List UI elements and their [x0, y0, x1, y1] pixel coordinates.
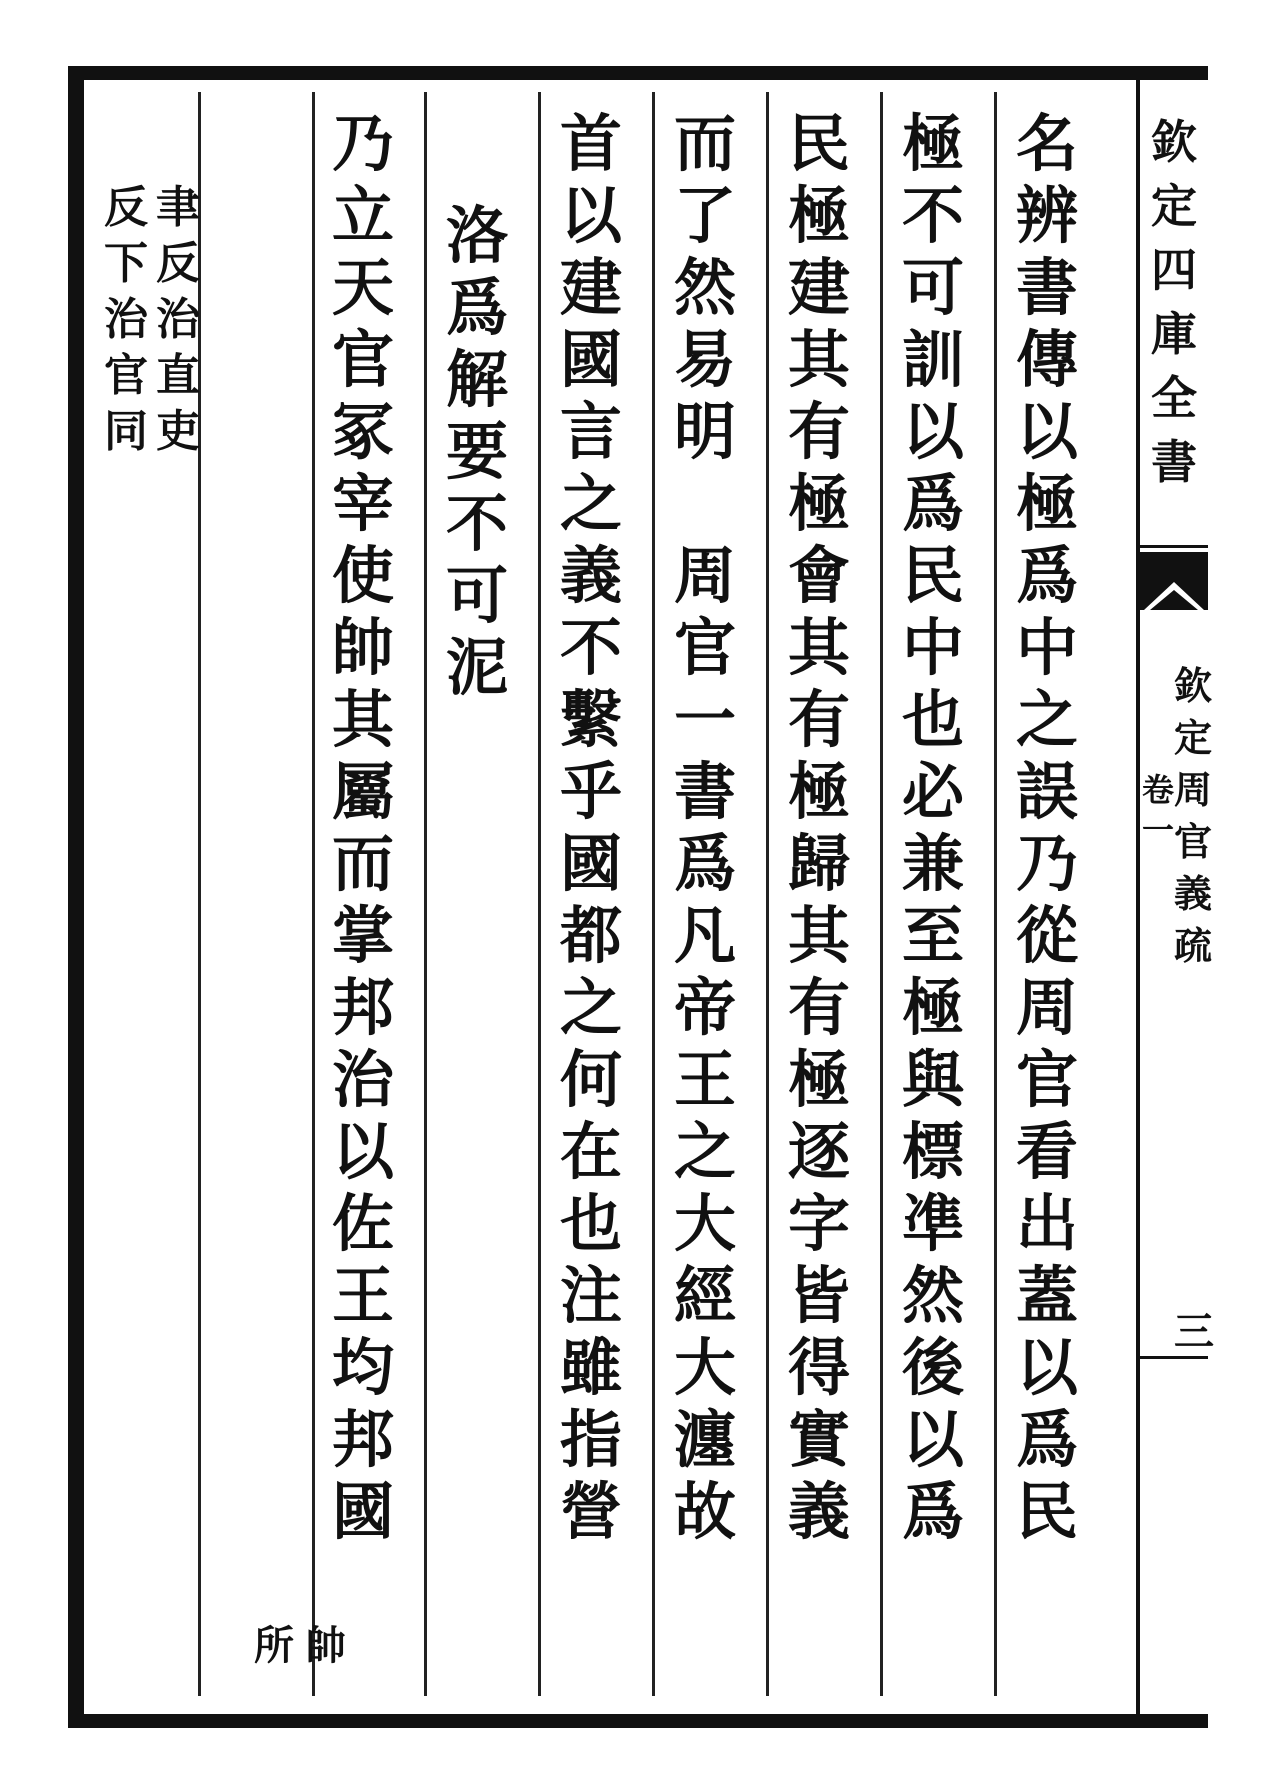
- text-char: 從: [1015, 899, 1078, 972]
- text-char: 建: [559, 251, 622, 324]
- text-char: 也: [901, 683, 964, 756]
- text-char: 天: [331, 251, 394, 324]
- text-char: 乃: [331, 107, 394, 180]
- text-char: 極: [787, 179, 850, 252]
- column-rule: [312, 92, 315, 1696]
- text-char: 辨: [1015, 179, 1078, 252]
- text-char: 國: [331, 1475, 394, 1548]
- text-char: 名: [1015, 107, 1078, 180]
- text-char: 歸: [787, 827, 850, 900]
- text-char: 何: [559, 1043, 622, 1116]
- text-char: 官: [331, 323, 394, 396]
- text-char: 帝: [673, 971, 736, 1044]
- annotation-char: 吏: [156, 406, 200, 457]
- text-char: 極: [1015, 467, 1078, 540]
- text-char: 逐: [787, 1115, 850, 1188]
- text-column-3: [782, 108, 856, 1548]
- text-char: 與: [901, 1043, 964, 1116]
- text-char: 義: [559, 539, 622, 612]
- text-char: 大: [673, 1187, 736, 1260]
- text-char: 一: [673, 683, 736, 756]
- text-char: 書: [673, 755, 736, 828]
- text-char: 字: [787, 1187, 850, 1260]
- text-char: 爲: [1015, 1403, 1078, 1476]
- text-char: 屬: [331, 755, 394, 828]
- text-char: 邦: [331, 971, 394, 1044]
- text-column-1: [1010, 108, 1084, 1548]
- text-char: 周: [1015, 971, 1078, 1044]
- text-char: 官: [1015, 1043, 1078, 1116]
- text-char: 明: [673, 395, 736, 468]
- text-char: 雖: [559, 1331, 622, 1404]
- text-char: 洛: [445, 199, 508, 272]
- text-char: 瀍: [673, 1403, 736, 1476]
- text-char: 經: [673, 1259, 736, 1332]
- title-char: 欽: [1151, 115, 1197, 169]
- text-char: 解: [445, 343, 508, 416]
- text-char: 有: [787, 971, 850, 1044]
- text-char: 在: [559, 1115, 622, 1188]
- page-frame-top: [68, 66, 1208, 80]
- text-char: 中: [901, 611, 964, 684]
- subtitle-char: 官: [1173, 819, 1212, 864]
- text-char: 首: [559, 107, 622, 180]
- text-char: 極: [787, 467, 850, 540]
- text-char: 之: [559, 467, 622, 540]
- text-char: 其: [787, 323, 850, 396]
- text-char: 爲: [901, 1475, 964, 1548]
- subtitle-char: 周: [1173, 767, 1212, 812]
- text-char: 泥: [445, 631, 508, 704]
- text-char: 帥: [331, 611, 394, 684]
- text-char: 極: [787, 755, 850, 828]
- text-char: 言: [559, 395, 622, 468]
- text-char: 民: [787, 107, 850, 180]
- page-frame-bottom: [68, 1714, 1208, 1728]
- text-char: 使: [331, 539, 394, 612]
- annotation-char: 帥: [306, 1622, 346, 1669]
- small-annotation-left: [104, 180, 148, 460]
- text-char: 義: [787, 1475, 850, 1548]
- volume-char: 卷: [1141, 771, 1174, 809]
- page-number: 三: [1174, 1308, 1214, 1355]
- text-char: 後: [901, 1331, 964, 1404]
- text-char: 之: [673, 1115, 736, 1188]
- text-char: 繫: [559, 683, 622, 756]
- text-char: 民: [1015, 1475, 1078, 1548]
- text-char: 王: [331, 1259, 394, 1332]
- text-char: 治: [331, 1043, 394, 1116]
- text-char: 以: [901, 395, 964, 468]
- text-char: 爲: [1015, 539, 1078, 612]
- book-title: [1146, 110, 1202, 494]
- text-char: 極: [901, 107, 964, 180]
- text-char: 國: [559, 323, 622, 396]
- subtitle-char: 定: [1173, 715, 1212, 760]
- text-char: 凡: [673, 899, 736, 972]
- title-char: 書: [1151, 435, 1197, 489]
- text-char: 以: [901, 1403, 964, 1476]
- volume-label: [1140, 770, 1176, 850]
- text-char: 皆: [787, 1259, 850, 1332]
- text-char: 其: [787, 611, 850, 684]
- chapter-title: [1170, 660, 1216, 972]
- text-char: 之: [559, 971, 622, 1044]
- text-char: 注: [559, 1259, 622, 1332]
- small-annotation-right: [156, 180, 200, 460]
- annotation-char: 治: [156, 294, 200, 345]
- margin-divider: [1138, 545, 1208, 548]
- text-char: 以: [559, 179, 622, 252]
- column-rule: [652, 92, 655, 1696]
- text-char: 不: [559, 611, 622, 684]
- annotation-char: 反: [156, 238, 200, 289]
- text-char: 極: [901, 971, 964, 1044]
- text-char: 爲: [445, 271, 508, 344]
- text-char: 邦: [331, 1403, 394, 1476]
- text-char: 極: [787, 1043, 850, 1116]
- text-char: 兼: [901, 827, 964, 900]
- text-char: 標: [901, 1115, 964, 1188]
- text-char: 均: [331, 1331, 394, 1404]
- column-rule: [994, 92, 997, 1696]
- text-char: 了: [673, 179, 736, 252]
- annotation-char: 官: [104, 350, 148, 401]
- text-char: 要: [445, 415, 508, 488]
- title-char: 定: [1151, 179, 1197, 233]
- title-char: 全: [1151, 371, 1197, 425]
- text-char: 不: [445, 487, 508, 560]
- text-column-6: [440, 200, 514, 704]
- text-char: 立: [331, 179, 394, 252]
- text-char: 王: [673, 1043, 736, 1116]
- column-rule: [880, 92, 883, 1696]
- text-char: 宰: [331, 467, 394, 540]
- volume-char: 一: [1141, 811, 1174, 849]
- text-char: 乎: [559, 755, 622, 828]
- annotation-char: 治: [104, 294, 148, 345]
- text-char: 實: [787, 1403, 850, 1476]
- column-rule: [538, 92, 541, 1696]
- title-char: 庫: [1151, 307, 1197, 361]
- text-char: 至: [901, 899, 964, 972]
- text-char: 會: [787, 539, 850, 612]
- annotation-char: 同: [104, 406, 148, 457]
- text-char: 故: [673, 1475, 736, 1548]
- text-char: 之: [1015, 683, 1078, 756]
- text-char: 民: [901, 539, 964, 612]
- text-char: 爲: [673, 827, 736, 900]
- text-char: 凖: [901, 1187, 964, 1260]
- annotation-note: [250, 1622, 350, 1670]
- text-char: 以: [331, 1115, 394, 1188]
- text-char: 以: [1015, 1331, 1078, 1404]
- text-column-4: [668, 108, 742, 1548]
- subtitle-char: 疏: [1173, 923, 1212, 968]
- text-char: 建: [787, 251, 850, 324]
- text-char: 國: [559, 827, 622, 900]
- text-char: 指: [559, 1403, 622, 1476]
- subtitle-char: 義: [1173, 871, 1212, 916]
- text-char: 誤: [1015, 755, 1078, 828]
- column-rule: [424, 92, 427, 1696]
- text-char: 掌: [331, 899, 394, 972]
- text-char: 可: [445, 559, 508, 632]
- text-char: 營: [559, 1475, 622, 1548]
- text-char: 蓋: [1015, 1259, 1078, 1332]
- text-char: 必: [901, 755, 964, 828]
- text-char: 其: [331, 683, 394, 756]
- annotation-char: 下: [104, 238, 148, 289]
- title-char: 四: [1151, 243, 1197, 297]
- text-char: 爲: [901, 467, 964, 540]
- text-char: 書: [1015, 251, 1078, 324]
- text-char: 周: [673, 539, 736, 612]
- text-char: 訓: [901, 323, 964, 396]
- annotation-char: 聿: [156, 182, 200, 233]
- text-char: 都: [559, 899, 622, 972]
- text-char: 而: [331, 827, 394, 900]
- annotation-char: 直: [156, 350, 200, 401]
- text-char: 中: [1015, 611, 1078, 684]
- annotation-char: 所: [254, 1622, 294, 1669]
- text-char: 乃: [1015, 827, 1078, 900]
- text-char: 可: [901, 251, 964, 324]
- margin-divider: [1138, 1356, 1208, 1359]
- text-char: 看: [1015, 1115, 1078, 1188]
- text-column-5: [554, 108, 628, 1548]
- text-char: 不: [901, 179, 964, 252]
- text-char: 然: [901, 1259, 964, 1332]
- page-frame-left: [68, 66, 84, 1728]
- text-char: 傳: [1015, 323, 1078, 396]
- fishtail-mark: [1140, 552, 1208, 610]
- annotation-char: 反: [104, 182, 148, 233]
- text-char: 佐: [331, 1187, 394, 1260]
- column-rule: [766, 92, 769, 1696]
- text-char: 有: [787, 395, 850, 468]
- text-char: 有: [787, 683, 850, 756]
- text-char: 出: [1015, 1187, 1078, 1260]
- subtitle-char: 欽: [1173, 663, 1212, 708]
- text-char: 而: [673, 107, 736, 180]
- text-char: 大: [673, 1331, 736, 1404]
- text-char: 以: [1015, 395, 1078, 468]
- text-char: 然: [673, 251, 736, 324]
- text-char: 官: [673, 611, 736, 684]
- margin-rule: [1136, 80, 1140, 1714]
- text-char: [668, 468, 742, 540]
- text-char: 也: [559, 1187, 622, 1260]
- text-char: 易: [673, 323, 736, 396]
- text-column-2: [896, 108, 970, 1548]
- text-char: 其: [787, 899, 850, 972]
- text-char: 得: [787, 1331, 850, 1404]
- text-char: 冢: [331, 395, 394, 468]
- text-column-7: [326, 108, 400, 1548]
